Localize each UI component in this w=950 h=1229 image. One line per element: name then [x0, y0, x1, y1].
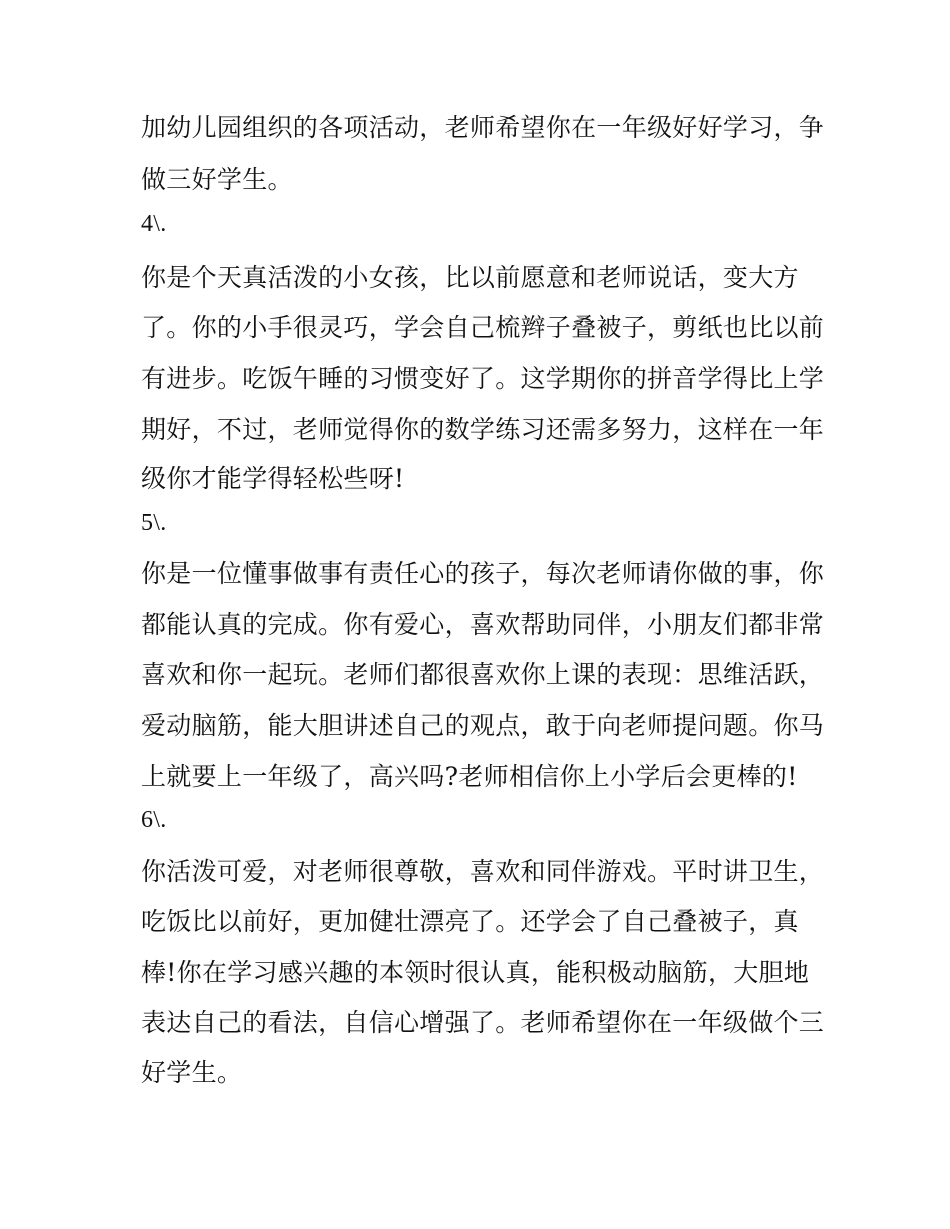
paragraph-line: 加幼儿园组织的各项活动，老师希望你在一年级好好学习，争 [141, 113, 825, 142]
paragraph-line: 棒!你在学习感兴趣的本领时很认真，能积极动脑筋，大胆地 [141, 958, 810, 987]
paragraph-line: 级你才能学得轻松些呀! [141, 464, 405, 493]
paragraph-line: 做三好学生。 [141, 165, 293, 194]
paragraph-line: 你是一位懂事做事有责任心的孩子，每次老师请你做的事，你 [141, 559, 825, 588]
paragraph-line: 表达自己的看法，自信心增强了。老师希望你在一年级做个三 [141, 1008, 825, 1037]
paragraph-line: 上就要上一年级了，高兴吗?老师相信你上小学后会更棒的! [141, 762, 798, 791]
item-number: 5\. [141, 510, 167, 536]
paragraph-line: 你是个天真活泼的小女孩，比以前愿意和老师说话，变大方 [141, 263, 799, 292]
paragraph-line: 了。你的小手很灵巧，学会自己梳辫子叠被子，剪纸也比以前 [141, 313, 825, 342]
paragraph-line: 喜欢和你一起玩。老师们都很喜欢你上课的表现：思维活跃， [141, 660, 825, 689]
item-number: 4\. [141, 211, 167, 237]
paragraph-line: 爱动脑筋，能大胆讲述自己的观点，敢于向老师提问题。你马 [141, 711, 825, 740]
paragraph-line: 期好，不过，老师觉得你的数学练习还需多努力，这样在一年 [141, 415, 825, 444]
paragraph-line: 有进步。吃饭午睡的习惯变好了。这学期你的拼音学得比上学 [141, 364, 825, 393]
paragraph-line: 都能认真的完成。你有爱心，喜欢帮助同伴，小朋友们都非常 [141, 610, 825, 639]
paragraph-line: 好学生。 [141, 1058, 243, 1087]
paragraph-line: 你活泼可爱，对老师很尊敬，喜欢和同伴游戏。平时讲卫生， [141, 857, 825, 886]
paragraph-line: 吃饭比以前好，更加健壮漂亮了。还学会了自己叠被子，真 [141, 907, 799, 936]
item-number: 6\. [141, 807, 167, 833]
